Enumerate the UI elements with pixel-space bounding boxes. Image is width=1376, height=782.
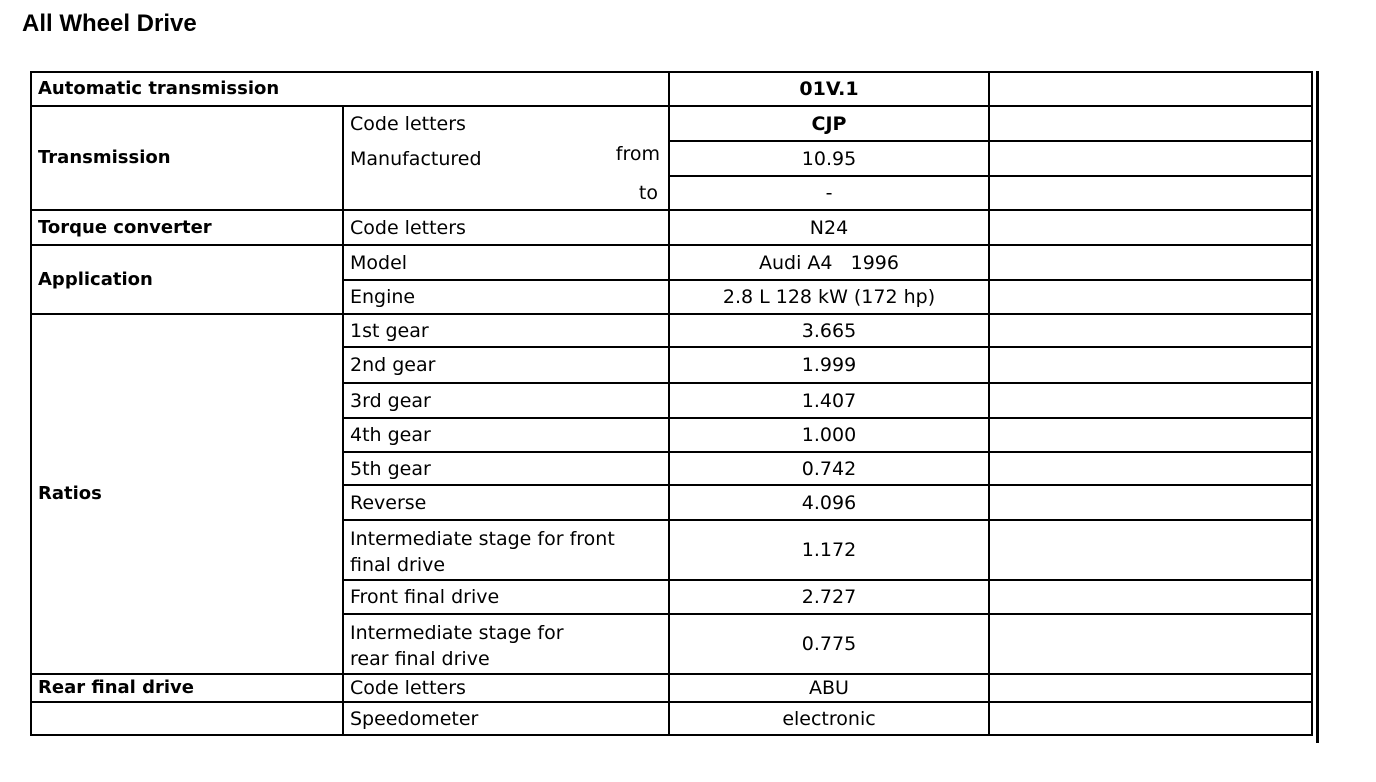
empty-cell: [989, 580, 1312, 614]
empty-cell: [989, 176, 1312, 210]
empty-cell: [989, 418, 1312, 452]
automatic-transmission-value: 01V.1: [669, 72, 989, 106]
empty-cell: [989, 702, 1312, 735]
empty-cell: [989, 314, 1312, 347]
page-title: All Wheel Drive: [22, 10, 197, 37]
application-label: Application: [31, 245, 343, 314]
ratio-value: 1.999: [669, 347, 989, 383]
table-row: [31, 314, 1312, 347]
ratio-label: Intermediate stage for front final drive: [343, 520, 669, 580]
empty-cell: [989, 141, 1312, 176]
empty-cell: [989, 520, 1312, 580]
ratio-value: 4.096: [669, 485, 989, 520]
ratio-label: 5th gear: [343, 452, 669, 485]
rear-final-drive-code-letters-label: Code letters: [343, 674, 669, 702]
speedometer-label: Speedometer: [343, 702, 669, 735]
table-row: [31, 674, 1312, 702]
engine-value: 2.8 L 128 kW (172 hp): [669, 280, 989, 314]
ratio-label: Front final drive: [343, 580, 669, 614]
ratio-label: 1st gear: [343, 314, 669, 347]
rear-final-drive-code-letters-value: ABU: [669, 674, 989, 702]
from-label: from: [615, 143, 660, 165]
table-row: [31, 106, 1312, 141]
table-row: [31, 210, 1312, 245]
ratios-label: Ratios: [31, 314, 343, 674]
manufactured-label: Manufactured: [350, 147, 482, 170]
ratio-value: 1.172: [669, 520, 989, 580]
empty-cell: [989, 106, 1312, 141]
empty-cell: [989, 614, 1312, 674]
ratio-value: 1.000: [669, 418, 989, 452]
empty-cell: [31, 702, 343, 735]
ratio-value: 0.775: [669, 614, 989, 674]
empty-cell: [989, 72, 1312, 106]
model-value: Audi A4 1996: [669, 245, 989, 280]
empty-cell: [989, 347, 1312, 383]
empty-cell: [989, 210, 1312, 245]
table-row: [31, 72, 1312, 106]
table-row: [31, 702, 1312, 735]
empty-cell: [989, 452, 1312, 485]
ratio-label: 4th gear: [343, 418, 669, 452]
right-edge-line: [1316, 71, 1319, 743]
empty-cell: [989, 674, 1312, 702]
speedometer-value: electronic: [669, 702, 989, 735]
transmission-code-letters-label: Code letters: [343, 106, 669, 141]
spec-table: [30, 71, 1313, 736]
automatic-transmission-label: Automatic transmission: [31, 72, 669, 106]
empty-cell: [989, 383, 1312, 418]
ratio-label: Intermediate stage for rear final drive: [343, 614, 669, 674]
empty-cell: [989, 280, 1312, 314]
manufactured-to-value: -: [669, 176, 989, 210]
torque-converter-code-letters-label: Code letters: [343, 210, 669, 245]
transmission-code-letters-value: CJP: [669, 106, 989, 141]
ratio-label: Reverse: [343, 485, 669, 520]
table-row: [31, 245, 1312, 280]
empty-cell: [989, 485, 1312, 520]
ratio-label: 3rd gear: [343, 383, 669, 418]
engine-label: Engine: [343, 280, 669, 314]
ratio-value: 2.727: [669, 580, 989, 614]
torque-converter-code-letters-value: N24: [669, 210, 989, 245]
model-label: Model: [343, 245, 669, 280]
manufactured-from-value: 10.95: [669, 141, 989, 176]
ratio-label: 2nd gear: [343, 347, 669, 383]
torque-converter-label: Torque converter: [31, 210, 343, 245]
to-label: to: [343, 176, 669, 210]
ratio-value: 3.665: [669, 314, 989, 347]
transmission-label: Transmission: [31, 106, 343, 210]
ratio-value: 0.742: [669, 452, 989, 485]
ratio-value: 1.407: [669, 383, 989, 418]
rear-final-drive-label: Rear final drive: [31, 674, 343, 702]
empty-cell: [989, 245, 1312, 280]
manufactured-from-cell: [343, 141, 669, 176]
